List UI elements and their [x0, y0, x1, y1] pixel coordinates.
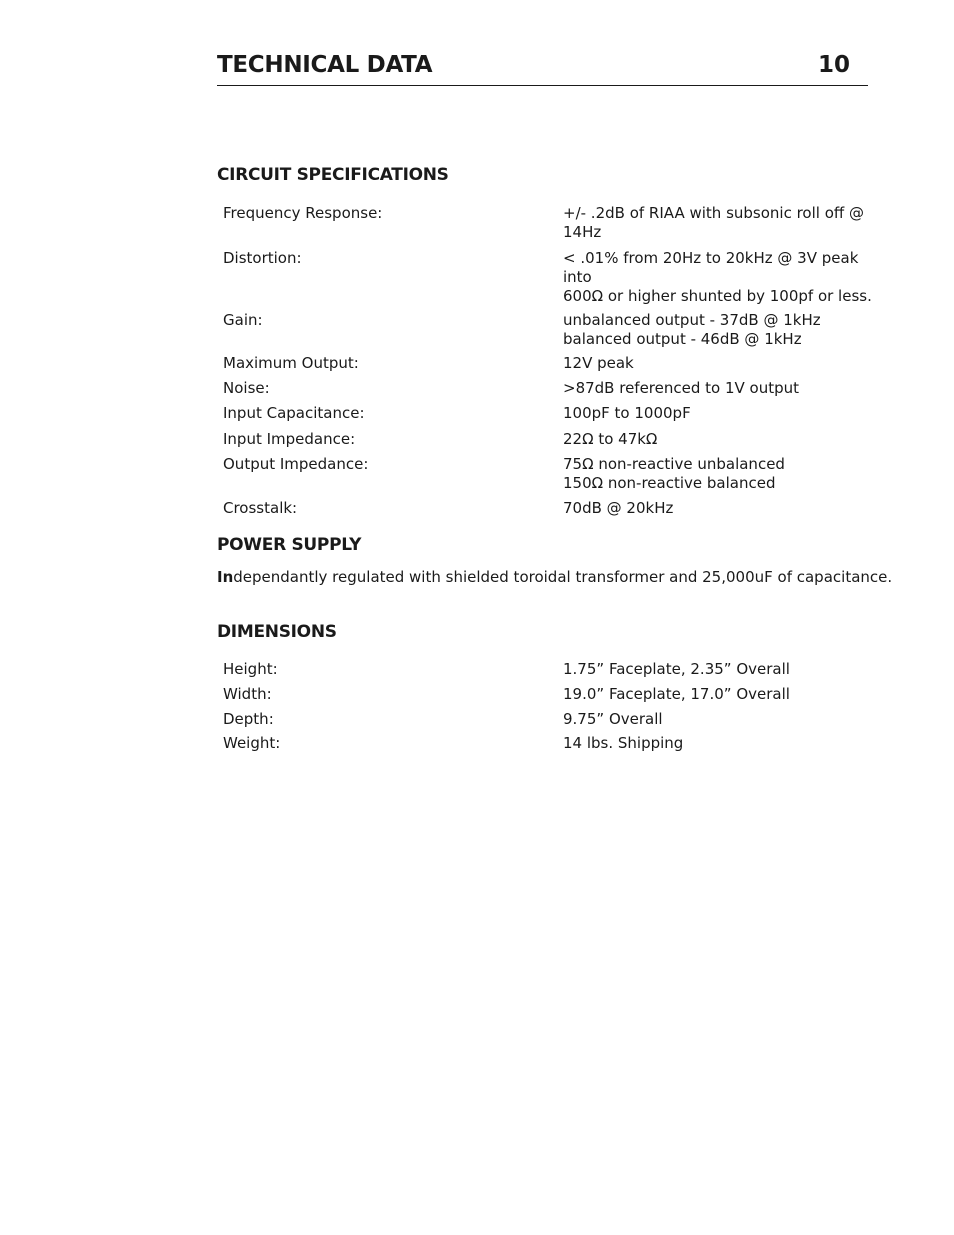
power-supply-text: dependantly regulated with shielded toroidal transformer and 25,000uF of capacitance. — [233, 568, 893, 586]
spec-label: Weight: — [223, 734, 281, 752]
spec-label: Depth: — [223, 710, 274, 728]
power-supply-description — [217, 567, 907, 587]
page-number: 10 — [817, 52, 850, 78]
spec-row — [223, 379, 903, 398]
spec-row — [223, 455, 903, 493]
spec-row — [223, 311, 903, 349]
spec-label: Frequency Response: — [223, 204, 383, 222]
spec-label: Input Capacitance: — [223, 404, 365, 422]
spec-row — [223, 734, 903, 753]
spec-value: < .01% from 20Hz to 20kHz @ 3V peak into 600Ω or higher shunted by 100pf or less. — [563, 249, 872, 305]
spec-label: Input Impedance: — [223, 430, 356, 448]
spec-value: 1.75” Faceplate, 2.35” Overall — [563, 660, 790, 678]
spec-row — [223, 660, 903, 679]
spec-value: >87dB referenced to 1V output — [563, 379, 800, 397]
spec-row — [223, 249, 903, 306]
page-header — [217, 50, 868, 86]
spec-value: 70dB @ 20kHz — [563, 499, 674, 517]
spec-row — [223, 499, 903, 518]
spec-row — [223, 710, 903, 729]
power-supply-text-bold: In — [217, 568, 234, 586]
spec-value: 22Ω to 47kΩ — [563, 430, 658, 448]
spec-row — [223, 204, 903, 242]
spec-value: 14 lbs. Shipping — [563, 734, 684, 752]
dimensions-list — [223, 660, 903, 753]
spec-label: Noise: — [223, 379, 270, 397]
circuit-specifications-list — [223, 204, 903, 518]
spec-label: Height: — [223, 660, 278, 678]
spec-label: Width: — [223, 685, 272, 703]
spec-value: 9.75” Overall — [563, 710, 663, 728]
page-title: TECHNICAL DATA — [217, 52, 433, 78]
spec-value: +/- .2dB of RIAA with subsonic roll off @ 14Hz — [563, 204, 864, 241]
spec-row — [223, 685, 903, 704]
power-supply-heading: POWER SUPPLY — [217, 535, 362, 555]
dimensions-heading: DIMENSIONS — [217, 622, 337, 642]
spec-value: unbalanced output - 37dB @ 1kHz balanced output - 46dB @ 1kHz — [563, 311, 821, 348]
spec-row — [223, 404, 903, 423]
spec-label: Maximum Output: — [223, 354, 359, 372]
spec-value: 75Ω non-reactive unbalanced 150Ω non-reactive balanced — [563, 455, 785, 492]
spec-label: Crosstalk: — [223, 499, 298, 517]
spec-value: 12V peak — [563, 354, 634, 372]
spec-row — [223, 354, 903, 373]
circuit-specifications-heading: CIRCUIT SPECIFICATIONS — [217, 165, 449, 185]
spec-label: Output Impedance: — [223, 455, 369, 473]
spec-label: Distortion: — [223, 249, 302, 267]
spec-row — [223, 430, 903, 449]
spec-value: 19.0” Faceplate, 17.0” Overall — [563, 685, 790, 703]
spec-label: Gain: — [223, 311, 263, 329]
spec-value: 100pF to 1000pF — [563, 404, 691, 422]
